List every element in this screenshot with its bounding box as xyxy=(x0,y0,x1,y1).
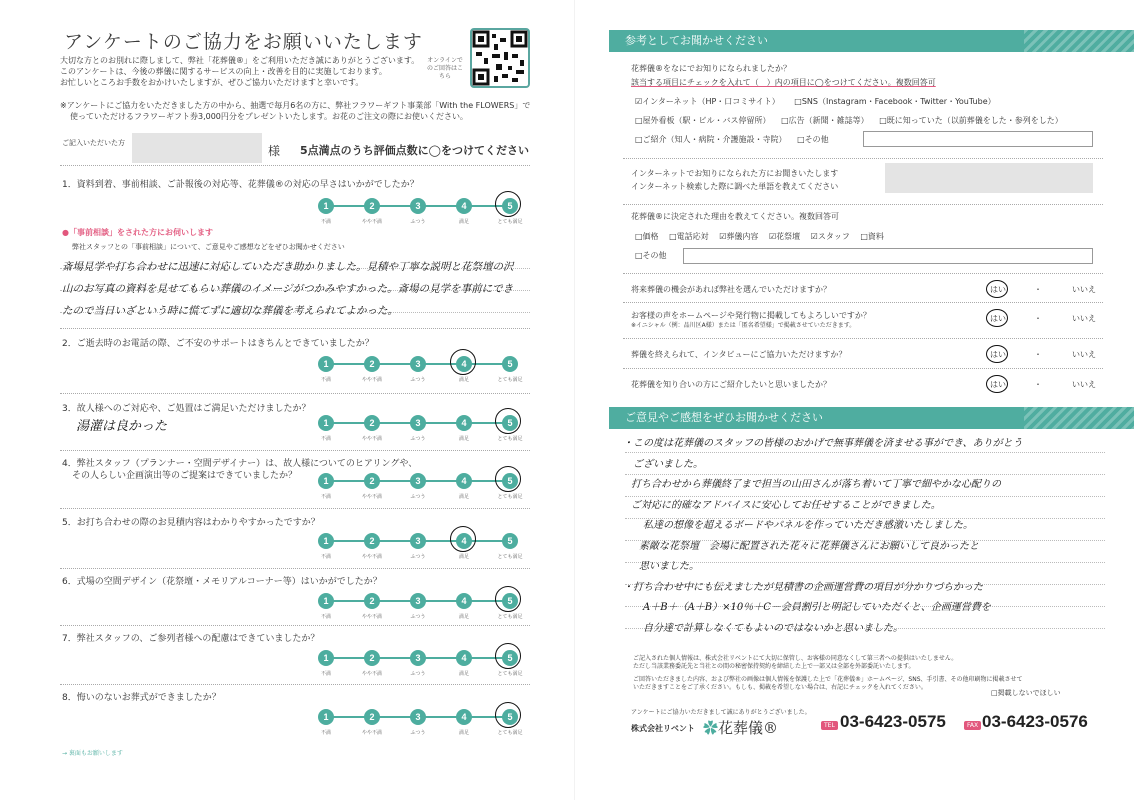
no-option: いいえ xyxy=(1072,314,1096,323)
rating-label: やや不満 xyxy=(361,614,382,620)
source-options-row3 xyxy=(635,134,829,145)
tel-badge: TEL xyxy=(821,721,838,730)
sama-suffix: 様 xyxy=(268,144,281,158)
yes-option: はい xyxy=(990,380,1006,389)
survey-back-page xyxy=(574,0,1148,800)
rating-label: やや不満 xyxy=(361,730,382,736)
privacy-line: ご記入された個人情報は、株式会社リベントにて大切に保管し、お客様の同意なくして第三者への提供はいたしません。 xyxy=(633,655,958,662)
yn-question-4: 花葬儀を知り合いの方にご紹介したいと思いましたか？ xyxy=(631,380,831,389)
gift-line: 使っていただけるフラワーギフト券3,000円分をプレゼントいたします。お花のご注文の際にお使いください。 xyxy=(70,112,468,121)
flower-icon: ✿ xyxy=(703,719,719,737)
handwritten-line: 斎場見学や打ち合わせに迅速に対応していただき助かりました。見積や丁寧な説明と花祭壇の沢 xyxy=(62,261,514,273)
selected-rating-circle xyxy=(450,349,476,375)
brand-name: 花葬儀® xyxy=(718,719,779,737)
rating-option-1[interactable]: 1 xyxy=(318,709,334,725)
rating-option-2[interactable]: 2 xyxy=(364,415,380,431)
rating-label: 満足 xyxy=(458,730,469,736)
divider xyxy=(623,158,1103,159)
gift-notice xyxy=(60,100,540,122)
rating-option-3[interactable]: 3 xyxy=(410,533,426,549)
rating-option-5[interactable]: 5 xyxy=(502,650,518,666)
selected-rating-circle xyxy=(495,702,521,728)
question-4-line: 4．弊社スタッフ（プランナー・空間デザイナー）は、故人様についてのヒアリングや、 xyxy=(62,459,418,469)
selected-yes-circle xyxy=(986,309,1008,327)
rating-option-4[interactable]: 4 xyxy=(456,533,472,549)
rating-label: 不満 xyxy=(320,377,331,383)
source-options-row2 xyxy=(635,115,1063,126)
rating-option-1[interactable]: 1 xyxy=(318,650,334,666)
comment-line: 私達の想像を超えるボードやパネルを作っていただき感激いたしました。 xyxy=(643,520,973,531)
question-source: 花葬儀®をなにでお知りになられましたか？ xyxy=(631,64,791,73)
rating-option-3[interactable]: 3 xyxy=(410,356,426,372)
pre-consult-title: ●「事前相談」をされた方にお伺いします xyxy=(62,228,213,237)
thanks-text: アンケートにご協力いただきまして誠にありがとうございました。 xyxy=(631,709,811,716)
internet-question-1: インターネットでお知りになられた方にお聞きいたします xyxy=(631,169,839,178)
yn-answer-2[interactable] xyxy=(990,313,1110,324)
question-8: 8．悔いのないお葬式ができましたか？ xyxy=(62,693,221,703)
comment-line: 打ち合わせから葬儀終了まで担当の山田さんが落ち着いて丁寧で細やかな心配りの xyxy=(631,479,1001,490)
reason-staff[interactable]: ☑スタッフ xyxy=(810,232,850,241)
rating-label: 満足 xyxy=(458,436,469,442)
comment-line: 素敵な花祭壇 会場に配置された花々に花葬儀さんにお願いして良かったと xyxy=(639,540,979,552)
divider xyxy=(60,568,530,569)
intro-text xyxy=(60,55,430,88)
handwritten-line: たので当日いざという時に慌てずに適切な葬儀を考えられてよかった。 xyxy=(62,305,398,317)
separator-dot: ・ xyxy=(1034,314,1042,323)
internet-question-2: インターネット検索した際に調べた単語を教えてください xyxy=(631,182,839,191)
rating-scale-q7 xyxy=(318,649,523,677)
comment-line: A＋B＋（A＋B）×10％＋C－会員割引と明記していただくと、企画運営費を xyxy=(643,602,991,613)
rating-label: とても満足 xyxy=(497,219,523,225)
name-field[interactable] xyxy=(132,133,262,163)
rating-label: とても満足 xyxy=(497,614,523,620)
reason-options xyxy=(635,231,884,242)
rating-label: とても満足 xyxy=(497,554,523,560)
rating-option-5[interactable]: 5 xyxy=(502,709,518,725)
rating-label: 不満 xyxy=(320,614,331,620)
no-option: いいえ xyxy=(1072,380,1096,389)
continue-note: → 裏面もお願いします xyxy=(62,750,123,757)
rating-scale-q4 xyxy=(318,472,523,500)
no-publish-checkbox[interactable]: □掲載しないでほしい xyxy=(991,689,1061,697)
rating-option-5[interactable]: 5 xyxy=(502,533,518,549)
selected-rating-circle xyxy=(450,526,476,552)
comment-line: 思いました。 xyxy=(639,561,699,572)
rating-option-4[interactable]: 4 xyxy=(456,593,472,609)
pre-consult-comment xyxy=(62,256,532,322)
rating-scale-q5 xyxy=(318,532,523,560)
section-header-comments: ご意見やご感想をぜひお聞かせください xyxy=(609,407,1134,429)
page-title: アンケートのご協力をお願いいたします xyxy=(64,31,423,53)
yes-option: はい xyxy=(990,314,1006,323)
name-label: ご記入いただいた方 xyxy=(62,139,125,147)
comment-line: ご対応に的確なアドバイスに安心してお任せすることができました。 xyxy=(631,499,941,511)
comment-line: ・打ち合わせ中にも伝えましたが見積書の企画運営費の項目が分かりづらかった xyxy=(623,581,983,593)
rating-option-4[interactable]: 4 xyxy=(456,650,472,666)
reason-phone[interactable]: □電話応対 xyxy=(669,232,709,241)
fax-number[interactable]: 03-6423-0576 xyxy=(982,712,1088,731)
question-2: 2．ご逝去時のお電話の際、ご不安のサポートはきちんとできていましたか？ xyxy=(62,339,374,349)
option-referral[interactable]: □ご紹介（知人・病院・介護施設・寺院） xyxy=(635,135,787,144)
yn-note: ※イニシャル（例：品川区A様）または「匿名希望様」で掲載させていただきます。 xyxy=(631,322,856,329)
divider xyxy=(623,338,1103,339)
qr-code-icon xyxy=(472,30,528,86)
rating-label: 満足 xyxy=(458,494,469,500)
rating-label: やや不満 xyxy=(361,671,382,677)
yn-question-1: 将来葬儀の機会があれば弊社を選んでいただけますか？ xyxy=(631,285,831,294)
no-option: いいえ xyxy=(1072,350,1096,359)
rating-option-5[interactable]: 5 xyxy=(502,415,518,431)
rating-option-2[interactable]: 2 xyxy=(364,593,380,609)
option-already-known[interactable]: □既に知っていた（以前葬儀をした・参列をした） xyxy=(879,116,1063,125)
rating-option-2[interactable]: 2 xyxy=(364,473,380,489)
qr-code[interactable] xyxy=(470,28,530,88)
rating-option-3[interactable]: 3 xyxy=(410,415,426,431)
rating-label: ふつう xyxy=(410,377,426,383)
rating-option-1[interactable]: 1 xyxy=(318,356,334,372)
yn-question-3: 葬儀を終えられて、インタビューにご協力いただけますか？ xyxy=(631,350,847,359)
rating-label: やや不満 xyxy=(361,219,382,225)
yn-answer-3[interactable] xyxy=(990,349,1110,360)
other-source-input[interactable] xyxy=(863,131,1093,147)
question-7: 7．弊社スタッフの、ご参列者様への配慮はできていましたか？ xyxy=(62,634,320,644)
comment-line: ございました。 xyxy=(633,458,703,470)
reason-question: 花葬儀®に決定された理由を教えてください。複数回答可 xyxy=(631,212,839,221)
rating-option-1[interactable]: 1 xyxy=(318,533,334,549)
reason-price[interactable]: □価格 xyxy=(635,232,659,241)
privacy-line: ただし当該業務委託先と当社との間の秘密保持契約を締結した上で一部又は全部を外部委託いたします。 xyxy=(633,663,915,670)
rating-label: 満足 xyxy=(458,614,469,620)
yn-answer-1[interactable] xyxy=(990,284,1110,295)
source-options-row1 xyxy=(635,96,996,107)
pre-consult-desc: 弊社スタッフとの「事前相談」について、ご意見やご感想などをぜひお聞かせください xyxy=(72,243,345,251)
rating-scale-q6 xyxy=(318,592,523,620)
rating-scale-q3 xyxy=(318,414,523,442)
rating-option-5[interactable]: 5 xyxy=(502,593,518,609)
selected-rating-circle xyxy=(495,466,521,492)
rating-option-3[interactable]: 3 xyxy=(410,709,426,725)
reason-other[interactable]: □その他 xyxy=(635,251,667,260)
publish-line: いただきますことをご了承ください。もしも、掲載を希望しない場合は、右記にチェックを入れてください。 xyxy=(633,684,927,691)
rating-option-1[interactable]: 1 xyxy=(318,198,334,214)
brand-logo xyxy=(703,717,778,738)
rating-option-5[interactable]: 5 xyxy=(502,198,518,214)
rating-label: 不満 xyxy=(320,219,331,225)
rating-label: 満足 xyxy=(458,219,469,225)
separator-dot: ・ xyxy=(1034,380,1042,389)
rating-label: ふつう xyxy=(410,614,426,620)
rating-label: とても満足 xyxy=(497,730,523,736)
rating-option-3[interactable]: 3 xyxy=(410,473,426,489)
rating-option-4[interactable]: 4 xyxy=(456,473,472,489)
rating-label: 不満 xyxy=(320,554,331,560)
rating-label: ふつう xyxy=(410,554,426,560)
gift-line: ※アンケートにご協力をいただきました方の中から、抽選で毎月6名の方に、弊社フラワーギフト事業部「With the FLOWERS」で xyxy=(60,101,531,110)
separator-dot: ・ xyxy=(1034,285,1042,294)
rating-label: 不満 xyxy=(320,436,331,442)
question-4-line: その人らしい企画演出等のご提案はできていましたか？ xyxy=(72,471,298,481)
selected-rating-circle xyxy=(495,586,521,612)
rating-option-2[interactable]: 2 xyxy=(364,198,380,214)
rating-label: 不満 xyxy=(320,730,331,736)
rating-option-4[interactable]: 4 xyxy=(456,198,472,214)
question-6: 6．式場の空間デザイン（花祭壇・メモリアルコーナー等）はいかがでしたか？ xyxy=(62,577,382,587)
rating-label: やや不満 xyxy=(361,554,382,560)
section-header-reference: 参考としてお聞かせください xyxy=(609,30,1134,52)
rating-label: やや不満 xyxy=(361,494,382,500)
selected-rating-circle xyxy=(495,643,521,669)
yn-answer-4[interactable] xyxy=(990,379,1110,390)
divider xyxy=(60,684,530,685)
rating-scale-q8 xyxy=(318,708,523,736)
rating-option-1[interactable]: 1 xyxy=(318,473,334,489)
rating-option-1[interactable]: 1 xyxy=(318,415,334,431)
rating-label: とても満足 xyxy=(497,671,523,677)
online-label: オンラインでのご回答はこちら xyxy=(426,57,463,80)
reason-materials[interactable]: □資料 xyxy=(860,232,884,241)
rating-scale-q2 xyxy=(318,355,523,383)
rating-option-5[interactable]: 5 xyxy=(502,356,518,372)
rating-option-4[interactable]: 4 xyxy=(456,709,472,725)
rating-label: 不満 xyxy=(320,671,331,677)
tel-number[interactable]: 03-6423-0575 xyxy=(840,712,946,731)
rating-option-1[interactable]: 1 xyxy=(318,593,334,609)
rating-label: ふつう xyxy=(410,671,426,677)
divider xyxy=(623,368,1103,369)
search-terms-input[interactable] xyxy=(885,163,1093,193)
rating-label: とても満足 xyxy=(497,494,523,500)
handwritten-line: 山のお写真の資料を見せてもらい葬儀のイメージがつかみやすかった。斎場の見学を事前にでき xyxy=(62,283,514,295)
intro-line: お忙しいところお手数をおかけいたしますが、ぜひご協力いただけますと幸いです。 xyxy=(60,78,364,87)
divider xyxy=(60,393,530,394)
selected-yes-circle xyxy=(986,280,1008,298)
intro-line: 大切な方とのお別れに際しまして、弊社「花葬儀®」をご利用いただき誠にありがとうございます。 xyxy=(60,56,420,65)
rating-scale-q1 xyxy=(318,197,523,225)
reason-content[interactable]: ☑葬儀内容 xyxy=(719,232,759,241)
rating-option-2[interactable]: 2 xyxy=(364,650,380,666)
q3-comment: 湯灌は良かった xyxy=(76,419,168,434)
fax-badge: FAX xyxy=(964,721,981,730)
reason-altar[interactable]: ☑花祭壇 xyxy=(768,232,801,241)
yes-option: はい xyxy=(990,285,1006,294)
question-5: 5．お打ち合わせの際のお見積内容はわかりやすかったですか？ xyxy=(62,518,320,528)
option-ad[interactable]: □広告（新聞・雑誌等） xyxy=(781,116,869,125)
rating-option-2[interactable]: 2 xyxy=(364,709,380,725)
divider xyxy=(60,450,530,451)
rating-option-5[interactable]: 5 xyxy=(502,473,518,489)
option-sns[interactable]: □SNS（Instagram・Facebook・Twitter・YouTube） xyxy=(794,97,996,106)
divider xyxy=(623,302,1103,303)
question-1: 1．資料到着、事前相談、ご訃報後の対応等、花葬儀®の対応の早さはいかがでしたか？ xyxy=(62,180,419,190)
rating-option-4[interactable]: 4 xyxy=(456,415,472,431)
rating-label: 満足 xyxy=(458,554,469,560)
separator-dot: ・ xyxy=(1034,350,1042,359)
rating-option-4[interactable]: 4 xyxy=(456,356,472,372)
comments-handwritten xyxy=(623,434,1113,639)
divider xyxy=(623,204,1103,205)
yes-option: はい xyxy=(990,350,1006,359)
selected-yes-circle xyxy=(986,375,1008,393)
rating-option-2[interactable]: 2 xyxy=(364,533,380,549)
divider xyxy=(60,165,530,166)
selected-yes-circle xyxy=(986,345,1008,363)
no-option: いいえ xyxy=(1072,285,1096,294)
divider xyxy=(623,273,1103,274)
rating-option-3[interactable]: 3 xyxy=(410,198,426,214)
rating-option-3[interactable]: 3 xyxy=(410,593,426,609)
rating-label: 満足 xyxy=(458,671,469,677)
comment-line: ・この度は花葬儀のスタッフの皆様のおかげで無事葬儀を済ませる事ができ、ありがとう xyxy=(623,438,1023,449)
rating-label: 満足 xyxy=(458,377,469,383)
option-billboard[interactable]: □屋外看板（駅・ビル・バス停留所） xyxy=(635,116,771,125)
intro-line: このアンケートは、今後の葬儀に関するサービスの向上・改善を目的に実施しております。 xyxy=(60,67,387,76)
rating-label: やや不満 xyxy=(361,436,382,442)
divider xyxy=(60,508,530,509)
rating-label: ふつう xyxy=(410,730,426,736)
rating-label: ふつう xyxy=(410,494,426,500)
comment-line: 自分達で計算しなくてもよいのではないかと思いました。 xyxy=(643,622,903,634)
rating-label: やや不満 xyxy=(361,377,382,383)
selected-rating-circle xyxy=(495,408,521,434)
rating-label: ふつう xyxy=(410,219,426,225)
rating-option-3[interactable]: 3 xyxy=(410,650,426,666)
divider xyxy=(60,625,530,626)
option-other[interactable]: □その他 xyxy=(797,135,829,144)
option-internet[interactable]: ☑インターネット（HP・口コミサイト） xyxy=(635,97,780,106)
question-source-instruction: 該当する項目にチェックを入れて（ ）内の項目に◯をつけてください。複数回答可 xyxy=(631,78,936,87)
yn-question-2: お客様の声をホームページや発行物に掲載してもよろしいですか？ xyxy=(631,311,871,320)
rating-instruction: 5点満点のうち評価点数に◯をつけてください xyxy=(300,144,529,157)
divider xyxy=(60,328,530,329)
rating-label: 不満 xyxy=(320,494,331,500)
rating-option-2[interactable]: 2 xyxy=(364,356,380,372)
question-3: 3．故人様へのご対応や、ご処置はご満足いただけましたか？ xyxy=(62,404,311,414)
rating-label: とても満足 xyxy=(497,436,523,442)
reason-other-input[interactable] xyxy=(683,248,1093,264)
rating-label: ふつう xyxy=(410,436,426,442)
publish-line: ご回答いただきました内容、および弊社の画像は個人情報を保護した上で「花葬儀®」ホームページ、SNS、手引書、その他印刷物に掲載させて xyxy=(633,676,1023,683)
privacy-notice xyxy=(633,655,1123,671)
company-name: 株式会社リベント xyxy=(631,724,695,733)
selected-rating-circle xyxy=(495,191,521,217)
rating-label: とても満足 xyxy=(497,377,523,383)
